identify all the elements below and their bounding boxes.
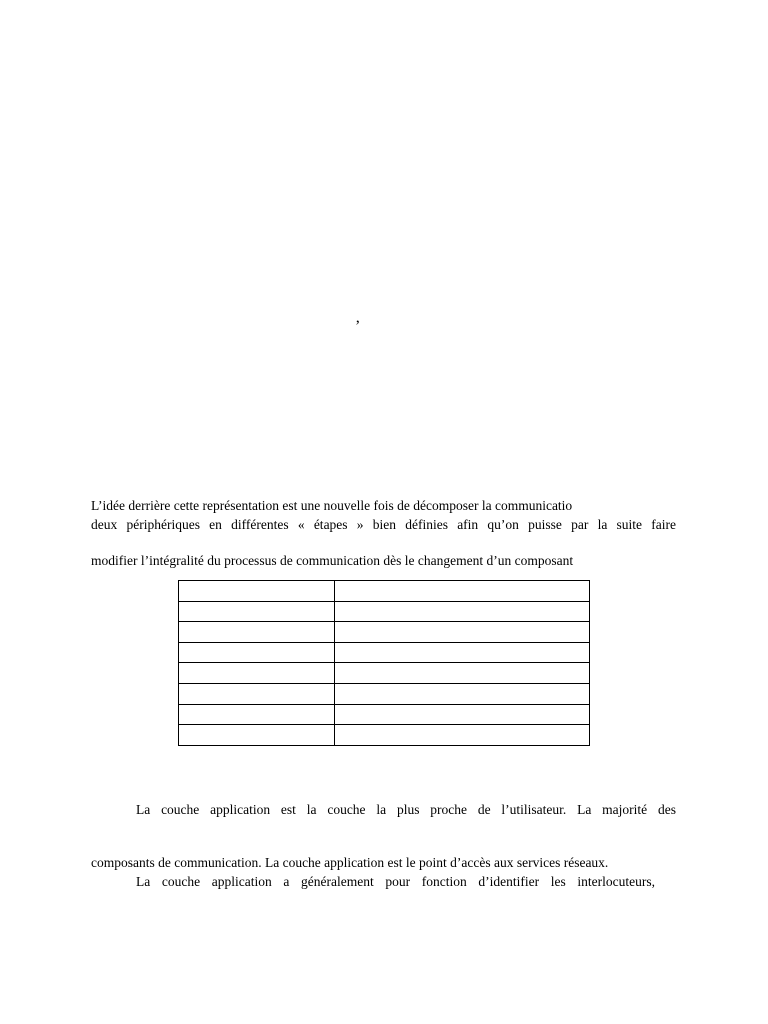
paragraph1-line3: modifier l’intégralité du processus de communication dès le changement d’un composant: [91, 553, 574, 568]
osi-layers-table: [178, 580, 590, 746]
table-row: [179, 704, 590, 725]
table-row: [179, 642, 590, 663]
paragraph2-line1: La couche application est la couche la plus proche de l’utilisateur. La majorité des: [136, 802, 676, 817]
table-cell-layer-name: [334, 581, 589, 602]
table-cell-layer-name: [334, 622, 589, 643]
paragraph1-line1: L’idée derrière cette représentation est une nouvelle fois de décomposer la communicatio: [91, 498, 573, 513]
table-row: [179, 581, 590, 602]
paragraph2-line3: La couche application a généralement pour fonction d’identifier les interlocuteurs,: [136, 874, 655, 889]
table-cell-layer-number: [179, 642, 335, 663]
table-row: [179, 663, 590, 684]
paragraph2-line2: composants de communication. La couche application est le point d’accès aux services réseaux.: [91, 855, 609, 870]
table-cell-layer-number: [179, 725, 335, 746]
paragraph1-line2: deux périphériques en différentes « étapes » bien définies afin qu’on puisse par la suite faire: [91, 517, 676, 532]
table-cell-layer-name: [334, 704, 589, 725]
table-cell-layer-name: [334, 601, 589, 622]
table-cell-layer-number: [179, 601, 335, 622]
table-row: [179, 601, 590, 622]
table-cell-layer-number: [179, 704, 335, 725]
table-cell-layer-number: [179, 622, 335, 643]
table-cell-layer-number: [179, 683, 335, 704]
stray-apostrophe: ’: [355, 318, 361, 335]
table-row: [179, 683, 590, 704]
table-cell-layer-number: [179, 581, 335, 602]
table-cell-layer-name: [334, 663, 589, 684]
table-cell-layer-name: [334, 683, 589, 704]
table-cell-layer-name: [334, 725, 589, 746]
table-cell-layer-number: [179, 663, 335, 684]
table-row: [179, 725, 590, 746]
table-cell-layer-name: [334, 642, 589, 663]
table-row: [179, 622, 590, 643]
